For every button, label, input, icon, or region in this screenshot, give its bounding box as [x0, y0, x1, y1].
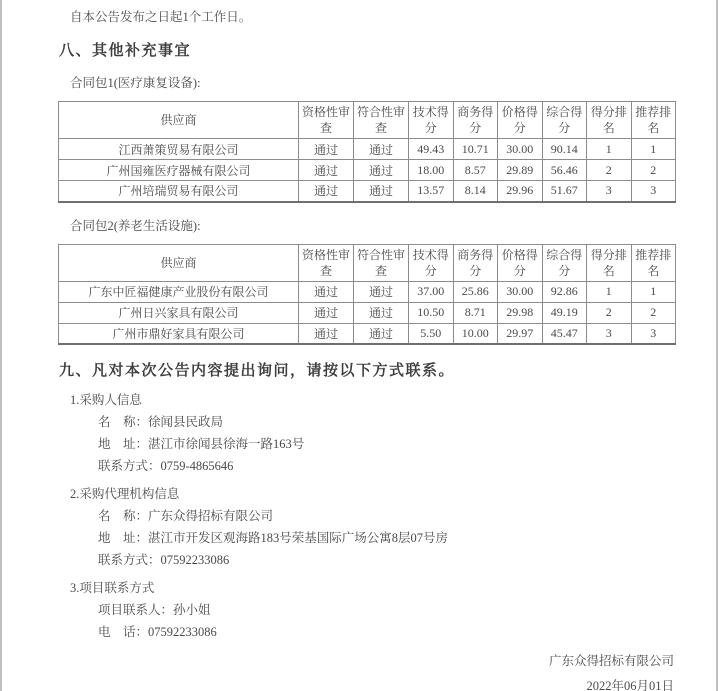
- table-cell: 通过: [299, 181, 354, 202]
- supplier-name: 广州培瑞贸易有限公司: [59, 181, 299, 202]
- contact-line: 地 址：湛江市开发区观海路183号荣基国际广场公寓8层07号房: [98, 531, 449, 545]
- table-cell: 3: [631, 323, 676, 344]
- table-cell: 1: [631, 281, 676, 302]
- table-cell: 51.67: [542, 181, 587, 202]
- table-header-row: [59, 244, 676, 281]
- project-contact-block: [2, 580, 716, 640]
- table-cell: 29.97: [498, 323, 543, 344]
- contact-line: 电 话：07592233086: [98, 625, 217, 639]
- column-header: 技术得分: [409, 244, 454, 281]
- table-cell: 10.50: [409, 302, 454, 323]
- package2-label: 合同包2(养老生活设施):: [70, 218, 201, 233]
- table-header-row: [59, 102, 676, 139]
- agency-info-title: 2.采购代理机构信息: [70, 487, 180, 501]
- column-header: 商务得分: [453, 244, 498, 281]
- table-cell: 49.19: [542, 302, 587, 323]
- table-cell: 通过: [299, 323, 354, 344]
- column-header: 综合得分: [542, 244, 587, 281]
- table-cell: 通过: [354, 181, 409, 202]
- table-cell: 2: [631, 302, 676, 323]
- column-header: 得分排名: [587, 244, 632, 281]
- column-header: 供应商: [59, 102, 299, 139]
- table-cell: 8.14: [453, 181, 498, 202]
- column-header: 商务得分: [453, 102, 498, 139]
- table-cell: 10.00: [453, 323, 498, 344]
- supplier-name: 江西萧策贸易有限公司: [59, 139, 299, 160]
- table-cell: 通过: [354, 160, 409, 181]
- contact-line: 联系方式：0759-4865646: [98, 459, 234, 473]
- table-cell: 37.00: [409, 281, 454, 302]
- section8-heading: 八、其他补充事宜: [59, 43, 192, 59]
- table-cell: 30.00: [498, 139, 543, 160]
- table-cell: 1: [587, 139, 632, 160]
- signature-date: 2022年06月01日: [586, 679, 674, 691]
- contact-line: 项目联系人：孙小姐: [98, 603, 211, 617]
- table-cell: 通过: [354, 323, 409, 344]
- table-cell: 5.50: [409, 323, 454, 344]
- project-contact-title: 3.项目联系方式: [70, 581, 155, 595]
- table-cell: 10.71: [453, 139, 498, 160]
- table-cell: 29.98: [498, 302, 543, 323]
- table-cell: 3: [587, 181, 632, 202]
- signature-company: 广东众得招标有限公司: [548, 654, 674, 668]
- supplier-name: 广东中匠福健康产业股份有限公司: [59, 281, 299, 302]
- table-cell: 通过: [354, 302, 409, 323]
- column-header: 综合得分: [542, 102, 587, 139]
- table-cell: 通过: [354, 281, 409, 302]
- table-cell: 3: [631, 181, 676, 202]
- agency-info-block: [2, 486, 716, 568]
- table-cell: 13.57: [409, 181, 454, 202]
- supplier-name: 广州日兴家具有限公司: [59, 302, 299, 323]
- table-cell: 2: [587, 160, 632, 181]
- table-cell: 45.47: [542, 323, 587, 344]
- package1-label: 合同包1(医疗康复设备):: [70, 76, 201, 90]
- package1-results-table: [58, 101, 676, 203]
- column-header: 技术得分: [409, 102, 454, 139]
- table-row: [59, 281, 676, 302]
- table-row: [59, 160, 676, 181]
- table-cell: 25.86: [453, 281, 498, 302]
- column-header: 资格性审查: [299, 244, 354, 281]
- table-cell: 1: [587, 281, 632, 302]
- table-cell: 92.86: [542, 281, 587, 302]
- table-row: [59, 181, 676, 202]
- section9-heading: 九、凡对本次公告内容提出询问，请按以下方式联系。: [59, 363, 456, 379]
- table-cell: 2: [587, 302, 632, 323]
- table-cell: 56.46: [542, 160, 587, 181]
- contact-line: 联系方式：07592233086: [98, 553, 230, 567]
- column-header: 供应商: [59, 244, 299, 281]
- intro-text: 自本公告发布之日起1个工作日。: [70, 10, 252, 24]
- table-row: [59, 302, 676, 323]
- supplier-name: 广州国雍医疗器械有限公司: [59, 160, 299, 181]
- table-cell: 通过: [354, 139, 409, 160]
- table-cell: 18.00: [409, 160, 454, 181]
- purchaser-info-block: [2, 392, 716, 474]
- purchaser-info-title: 1.采购人信息: [70, 393, 142, 407]
- table-cell: 29.89: [498, 160, 543, 181]
- column-header: 推荐排名: [631, 102, 676, 139]
- table-cell: 8.57: [453, 160, 498, 181]
- table-cell: 49.43: [409, 139, 454, 160]
- table-cell: 30.00: [498, 281, 543, 302]
- column-header: 价格得分: [498, 102, 543, 139]
- column-header: 符合性审查: [354, 244, 409, 281]
- package2-results-table: [58, 244, 676, 346]
- column-header: 价格得分: [498, 244, 543, 281]
- supplier-name: 广州市鼎好家具有限公司: [59, 323, 299, 344]
- table-row: [59, 139, 676, 160]
- table-cell: 1: [631, 139, 676, 160]
- table-cell: 2: [631, 160, 676, 181]
- table-cell: 8.71: [453, 302, 498, 323]
- contact-line: 地 址：湛江市徐闻县徐海一路163号: [98, 437, 305, 451]
- table-cell: 90.14: [542, 139, 587, 160]
- table-row: [59, 323, 676, 344]
- table-cell: 通过: [299, 139, 354, 160]
- table-cell: 通过: [299, 281, 354, 302]
- contact-line: 名 称：徐闻县民政局: [98, 415, 224, 429]
- column-header: 推荐排名: [631, 244, 676, 281]
- column-header: 得分排名: [587, 102, 632, 139]
- column-header: 资格性审查: [299, 102, 354, 139]
- table-cell: 通过: [299, 160, 354, 181]
- table-cell: 3: [587, 323, 632, 344]
- contact-line: 名 称：广东众得招标有限公司: [98, 509, 274, 523]
- column-header: 符合性审查: [354, 102, 409, 139]
- table-cell: 通过: [299, 302, 354, 323]
- table-cell: 29.96: [498, 181, 543, 202]
